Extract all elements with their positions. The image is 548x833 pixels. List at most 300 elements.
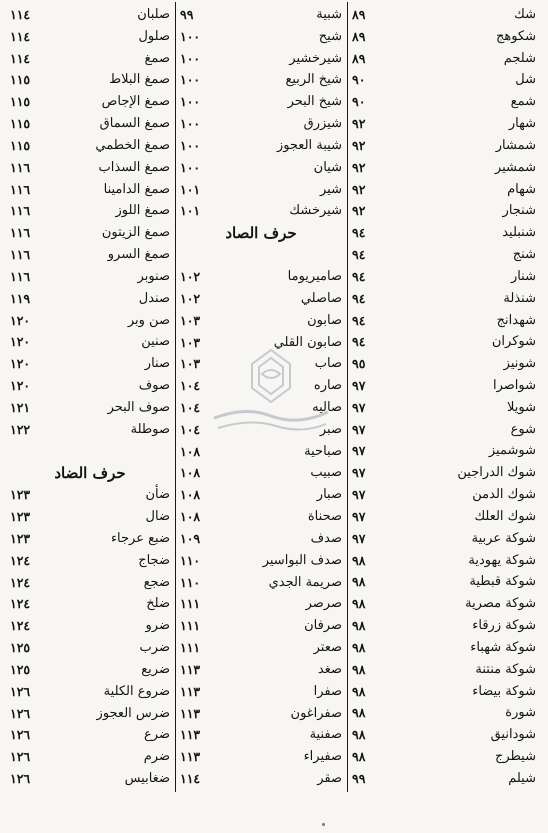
index-entry: [8, 594, 172, 616]
index-entry: [8, 26, 172, 48]
entry-page-number: ١٢٢: [10, 421, 31, 437]
entry-term: شهار: [508, 116, 536, 132]
entry-term: ضرو: [145, 618, 170, 634]
entry-page-number: ١٢٦: [10, 749, 31, 765]
index-entry: [350, 659, 538, 681]
index-entry: [8, 703, 172, 725]
entry-term: ضرب: [139, 640, 170, 656]
entry-page-number: ٩٨: [352, 639, 366, 655]
entry-term: صباحية: [304, 443, 342, 459]
index-entry: [8, 91, 172, 113]
entry-page-number: ١٢٤: [10, 574, 31, 590]
entry-page-number: ٩٠: [352, 94, 366, 110]
index-entry: [178, 26, 344, 48]
entry-term: ضلخ: [146, 596, 170, 612]
entry-page-number: ١٢٦: [10, 771, 31, 787]
entry-term: صلبان: [137, 6, 170, 22]
entry-page-number: ١٠٠: [180, 159, 201, 175]
entry-term: ضغابيس: [124, 771, 170, 787]
entry-page-number: ١١٣: [180, 705, 201, 721]
index-entry: [8, 157, 172, 179]
index-entry: [350, 222, 538, 244]
entry-page-number: ٩٨: [352, 749, 366, 765]
entry-term: ضرع: [144, 727, 170, 743]
entry-term: شيان: [313, 159, 342, 175]
entry-page-number: ١٠٢: [180, 290, 201, 306]
entry-page-number: ١٠٠: [180, 137, 201, 153]
entry-page-number: ١٢٣: [10, 487, 31, 503]
entry-term: شودانيق: [490, 727, 536, 743]
index-entry: [178, 4, 344, 26]
entry-page-number: ٨٩: [352, 6, 366, 22]
entry-term: صبر: [319, 421, 342, 437]
entry-term: شوك الدراجين: [457, 465, 536, 481]
entry-page-number: ١٢٦: [10, 727, 31, 743]
index-entry: [8, 572, 172, 594]
index-entry: [350, 200, 538, 222]
index-entry: [178, 572, 344, 594]
entry-term: شوكة مصرية: [465, 596, 536, 612]
index-entry: [8, 353, 172, 375]
entry-page-number: ١١٣: [180, 749, 201, 765]
entry-page-number: ١٢٥: [10, 640, 31, 656]
index-entry: [350, 419, 538, 441]
entry-term: ضبع عرجاء: [110, 530, 170, 546]
index-entry: [350, 288, 538, 310]
entry-page-number: ٩٨: [352, 727, 366, 743]
entry-term: شيرخشك: [289, 203, 342, 219]
entry-page-number: ١٠١: [180, 203, 201, 219]
index-entry: [178, 419, 344, 441]
entry-page-number: ١١٣: [180, 661, 201, 677]
index-entry: [8, 200, 172, 222]
index-entry: [8, 746, 172, 768]
entry-page-number: ١٠٣: [180, 312, 201, 328]
entry-term: شوكة زرقاء: [472, 618, 536, 634]
entry-page-number: ١١٦: [10, 225, 31, 241]
index-entry: [8, 484, 172, 506]
entry-page-number: ١٠٨: [180, 465, 201, 481]
index-entry: [178, 48, 344, 70]
entry-term: شيخ الربيع: [285, 72, 342, 88]
index-entry: [8, 768, 172, 790]
entry-page-number: ١٢٣: [10, 530, 31, 546]
entry-term: شبية: [316, 6, 342, 22]
index-entry: [8, 397, 172, 419]
entry-term: شير: [320, 181, 342, 197]
index-entry: [8, 135, 172, 157]
entry-page-number: ١٢٦: [10, 705, 31, 721]
entry-term: صاصلي: [300, 290, 342, 306]
index-entry: [350, 331, 538, 353]
index-entry: [178, 113, 344, 135]
entry-term: شنجار: [502, 203, 536, 219]
index-entry: [178, 266, 344, 288]
entry-term: صلول: [138, 28, 170, 44]
entry-term: شورة: [505, 705, 536, 721]
index-entry: [8, 681, 172, 703]
column-divider-left: [175, 2, 176, 792]
entry-page-number: ٩٧: [352, 465, 366, 481]
entry-term: شمع: [510, 94, 536, 110]
entry-page-number: ٩٢: [352, 203, 366, 219]
entry-term: صبار: [316, 487, 342, 503]
index-entry: [8, 528, 172, 550]
index-entry: [350, 266, 538, 288]
index-entry: [8, 113, 172, 135]
entry-page-number: ٩٧: [352, 487, 366, 503]
entry-term: شيخ البحر: [287, 94, 342, 110]
column-divider-right: [347, 2, 348, 792]
index-entry: [350, 4, 538, 26]
index-entry: [178, 703, 344, 725]
entry-page-number: ١٠٨: [180, 509, 201, 525]
index-entry: [8, 310, 172, 332]
entry-term: شيرخشير: [289, 50, 342, 66]
entry-page-number: ١١٥: [10, 72, 31, 88]
entry-page-number: ١١١: [180, 596, 201, 612]
index-entry: [350, 48, 538, 70]
index-column-right: [350, 4, 538, 790]
entry-page-number: ١٠٤: [180, 400, 201, 415]
entry-page-number: ٩٤: [352, 247, 366, 263]
index-entry: [8, 288, 172, 310]
entry-term: ضجاج: [138, 552, 170, 568]
index-entry: [350, 179, 538, 201]
index-entry: [178, 200, 344, 222]
index-entry: [350, 550, 538, 572]
entry-term: شوكة عربية: [471, 530, 536, 546]
entry-page-number: ٩٤: [352, 268, 366, 284]
entry-page-number: ١٠٢: [180, 269, 201, 285]
entry-page-number: ١١٦: [10, 268, 31, 284]
index-entry: [178, 353, 344, 375]
entry-term: ضروع الكلية: [103, 683, 170, 699]
index-entry: [350, 637, 538, 659]
entry-page-number: ٩٤: [352, 334, 366, 350]
entry-page-number: ٩٤: [352, 312, 366, 328]
index-entry: [178, 332, 344, 354]
entry-page-number: ٩٤: [352, 290, 366, 306]
section-heading: حرف الصاد: [225, 224, 297, 243]
entry-term: شوكة منتنة: [475, 661, 536, 677]
entry-term: شيبة العجوز: [276, 137, 342, 153]
entry-page-number: ٩٥: [352, 356, 366, 372]
entry-page-number: ١١٣: [180, 683, 201, 699]
index-entry: [8, 615, 172, 637]
entry-page-number: ١٢٠: [10, 312, 31, 328]
entry-page-number: ٩٨: [352, 574, 366, 590]
entry-page-number: ١٠٠: [180, 72, 201, 88]
section-heading: حرف الضاد: [54, 464, 126, 483]
index-entry: [8, 48, 172, 70]
entry-term: شوشميز: [488, 443, 536, 459]
entry-term: ضريع: [141, 661, 170, 677]
entry-page-number: ١١٤: [10, 28, 31, 44]
entry-term: صابون القلي: [273, 334, 342, 350]
entry-page-number: ٨٩: [352, 50, 366, 66]
entry-term: شيزرق: [303, 116, 342, 132]
entry-term: صمغ الدامينا: [103, 181, 170, 197]
index-entry: [8, 69, 172, 91]
entry-term: شمشير: [494, 159, 536, 175]
index-entry: [178, 768, 344, 790]
index-entry: [8, 637, 172, 659]
entry-page-number: ١١٥: [10, 137, 31, 153]
entry-term: ضال: [145, 509, 170, 525]
entry-term: شوكة قبطية: [469, 574, 536, 590]
entry-page-number: ٩٤: [352, 225, 366, 241]
entry-term: صمغ السرو: [107, 247, 170, 263]
index-entry: [178, 91, 344, 113]
entry-term: شيطرج: [494, 749, 536, 765]
entry-term: صبيب: [310, 465, 342, 481]
index-entry: [350, 528, 538, 550]
index-entry: [350, 441, 538, 463]
entry-page-number: ٩٩: [180, 6, 194, 22]
index-entry: [178, 179, 344, 201]
entry-term: صغد: [317, 661, 342, 677]
entry-term: شواصرا: [492, 378, 536, 393]
entry-term: صاليه: [312, 400, 342, 415]
entry-page-number: ٩٧: [352, 443, 366, 459]
entry-term: صن وبر: [127, 312, 170, 328]
index-entry: [8, 725, 172, 747]
entry-page-number: ٩٢: [352, 116, 366, 132]
index-entry: [8, 550, 172, 572]
entry-term: صريمة الجدي: [268, 574, 342, 590]
index-entry: [8, 659, 172, 681]
index-entry: [350, 69, 538, 91]
index-entry: [178, 375, 344, 397]
entry-page-number: ١٠٩: [180, 530, 201, 546]
entry-term: صرفان: [304, 618, 342, 634]
entry-page-number: ١٠٠: [180, 28, 201, 44]
entry-page-number: ٩٢: [352, 137, 366, 153]
index-entry: [350, 724, 538, 746]
index-entry: [350, 506, 538, 528]
index-entry: [8, 331, 172, 353]
entry-term: صندل: [138, 290, 170, 306]
entry-term: صوطلة: [130, 421, 170, 437]
index-entry: [178, 135, 344, 157]
entry-page-number: ١١٦: [10, 203, 31, 219]
index-entry: [178, 637, 344, 659]
index-entry: [8, 179, 172, 201]
index-entry: [178, 157, 344, 179]
entry-page-number: ١٠١: [180, 181, 201, 197]
entry-term: شلجم: [503, 50, 536, 66]
entry-term: صدف: [310, 530, 342, 546]
index-entry: [178, 288, 344, 310]
entry-term: شمشار: [495, 137, 536, 153]
index-entry: [178, 506, 344, 528]
index-entry: [178, 550, 344, 572]
entry-page-number: ١٢٠: [10, 356, 31, 372]
index-entry: [350, 572, 538, 594]
entry-page-number: ١٠٣: [180, 356, 201, 372]
index-entry: [350, 681, 538, 703]
index-entry: [178, 528, 344, 550]
index-entry: [178, 746, 344, 768]
index-entry: [350, 746, 538, 768]
entry-term: صفراغون: [290, 705, 342, 721]
entry-term: شهدانج: [496, 312, 536, 328]
entry-page-number: ١٠٠: [180, 94, 201, 110]
entry-term: صمغ السماق: [99, 116, 170, 132]
entry-page-number: ١١٠: [180, 574, 201, 590]
index-entry: [350, 615, 538, 637]
entry-term: شوكة يهودية: [468, 552, 536, 568]
index-column-middle: [178, 4, 344, 790]
entry-term: شكوهج: [495, 28, 536, 44]
index-entry: [350, 157, 538, 179]
entry-term: شوك الدمن: [472, 487, 536, 503]
index-entry: [178, 69, 344, 91]
index-entry: [178, 594, 344, 616]
entry-page-number: ١٢٠: [10, 378, 31, 393]
index-entry: [178, 659, 344, 681]
index-entry: [178, 310, 344, 332]
index-entry: [178, 484, 344, 506]
entry-page-number: ٩٨: [352, 596, 366, 612]
entry-term: ضأن: [145, 487, 170, 503]
entry-page-number: ٩٨: [352, 552, 366, 568]
entry-page-number: ٩٧: [352, 378, 366, 393]
entry-term: صاره: [313, 378, 342, 394]
entry-page-number: ١٢٤: [10, 618, 31, 634]
index-entry: [350, 703, 538, 725]
entry-term: شيلم: [508, 770, 536, 786]
entry-page-number: ٩٧: [352, 508, 366, 524]
entry-term: صدف البواسير: [262, 552, 342, 568]
entry-page-number: ١١٠: [180, 552, 201, 568]
index-entry: [350, 135, 538, 157]
index-entry: [8, 222, 172, 244]
entry-term: صاب: [314, 356, 342, 372]
entry-page-number: ٩٠: [352, 72, 366, 88]
entry-page-number: ١١٤: [10, 50, 31, 66]
entry-page-number: ٩٧: [352, 530, 366, 546]
entry-term: صفنية: [309, 727, 342, 743]
entry-term: شيح: [318, 28, 342, 44]
entry-page-number: ٨٩: [352, 28, 366, 44]
entry-term: صمغ: [144, 50, 170, 66]
entry-page-number: ١١٤: [180, 771, 201, 787]
entry-term: شوك العلك: [474, 508, 536, 524]
entry-page-number: ١١١: [180, 640, 201, 656]
entry-term: شوكران: [491, 334, 536, 350]
entry-page-number: ١١٦: [10, 247, 31, 263]
index-entry: [350, 397, 538, 419]
index-entry: [178, 615, 344, 637]
index-entry: [8, 4, 172, 26]
index-entry: [350, 26, 538, 48]
index-column-left: [8, 4, 172, 790]
entry-term: صرصر: [305, 596, 342, 612]
index-entry: [8, 506, 172, 528]
entry-term: شنذلة: [503, 290, 536, 306]
entry-page-number: ٩٨: [352, 661, 366, 677]
entry-page-number: ١١٦: [10, 181, 31, 197]
page-speck: [322, 823, 325, 826]
entry-term: صفيراء: [303, 749, 342, 765]
entry-page-number: ٩٢: [352, 181, 366, 197]
index-entry: [350, 244, 538, 266]
entry-term: صعتر: [313, 640, 342, 656]
entry-term: شوع: [510, 421, 536, 437]
index-entry: [8, 244, 172, 266]
entry-page-number: ٩٧: [352, 399, 366, 415]
entry-page-number: ١٠٠: [180, 50, 201, 66]
index-entry: [8, 419, 172, 441]
entry-page-number: ١٠٤: [180, 421, 201, 437]
entry-term: شونيز: [503, 356, 536, 372]
entry-page-number: ٩٩: [352, 770, 366, 786]
entry-page-number: ٩٧: [352, 421, 366, 437]
entry-term: شل: [515, 72, 536, 88]
entry-page-number: ٩٨: [352, 683, 366, 699]
entry-term: صمغ الزيتون: [101, 225, 170, 241]
entry-page-number: ١٠٣: [180, 334, 201, 350]
entry-term: صمغ السذاب: [98, 159, 170, 175]
index-entry: [350, 113, 538, 135]
entry-page-number: ١٢١: [10, 399, 31, 415]
entry-term: ضرم: [143, 749, 170, 765]
entry-page-number: ١٢٦: [10, 683, 31, 699]
index-entry: [350, 91, 538, 113]
entry-term: شك: [514, 6, 536, 22]
entry-term: صمغ البلاط: [109, 72, 170, 88]
index-entry: [178, 463, 344, 485]
entry-term: شنار: [510, 268, 536, 284]
entry-term: صنين: [141, 334, 170, 350]
index-entry: [350, 310, 538, 332]
index-entry: [8, 266, 172, 288]
spacer: [178, 244, 344, 266]
entry-page-number: ١٠٨: [180, 487, 201, 503]
entry-page-number: ١٢٠: [10, 334, 31, 350]
entry-term: صحناة: [307, 509, 342, 525]
index-entry: [178, 397, 344, 419]
entry-term: صنار: [144, 356, 170, 372]
entry-page-number: ١٢٣: [10, 509, 31, 525]
entry-term: صفرا: [313, 683, 342, 699]
entry-term: صنوبر: [137, 268, 170, 284]
entry-page-number: ١٠٤: [180, 378, 201, 394]
entry-term: شنبليد: [502, 225, 536, 241]
entry-page-number: ١٢٤: [10, 552, 31, 568]
entry-page-number: ١٠٨: [180, 443, 201, 459]
index-entry: [178, 725, 344, 747]
entry-page-number: ١١١: [180, 618, 201, 634]
entry-term: صقر: [317, 771, 342, 787]
index-entry: [350, 768, 538, 790]
index-entry: [350, 353, 538, 375]
entry-page-number: ١١٣: [180, 727, 201, 743]
spacer: [8, 441, 172, 463]
index-entry: [350, 593, 538, 615]
entry-page-number: ١٢٥: [10, 661, 31, 677]
entry-term: صمغ الإجاص: [101, 94, 170, 110]
index-entry: [178, 441, 344, 463]
entry-term: ضجع: [143, 574, 170, 590]
entry-term: صمغ اللوز: [115, 203, 170, 219]
index-entry: [350, 375, 538, 397]
entry-page-number: ١١٤: [10, 6, 31, 22]
entry-page-number: ٩٨: [352, 705, 366, 721]
index-entry: [8, 375, 172, 397]
